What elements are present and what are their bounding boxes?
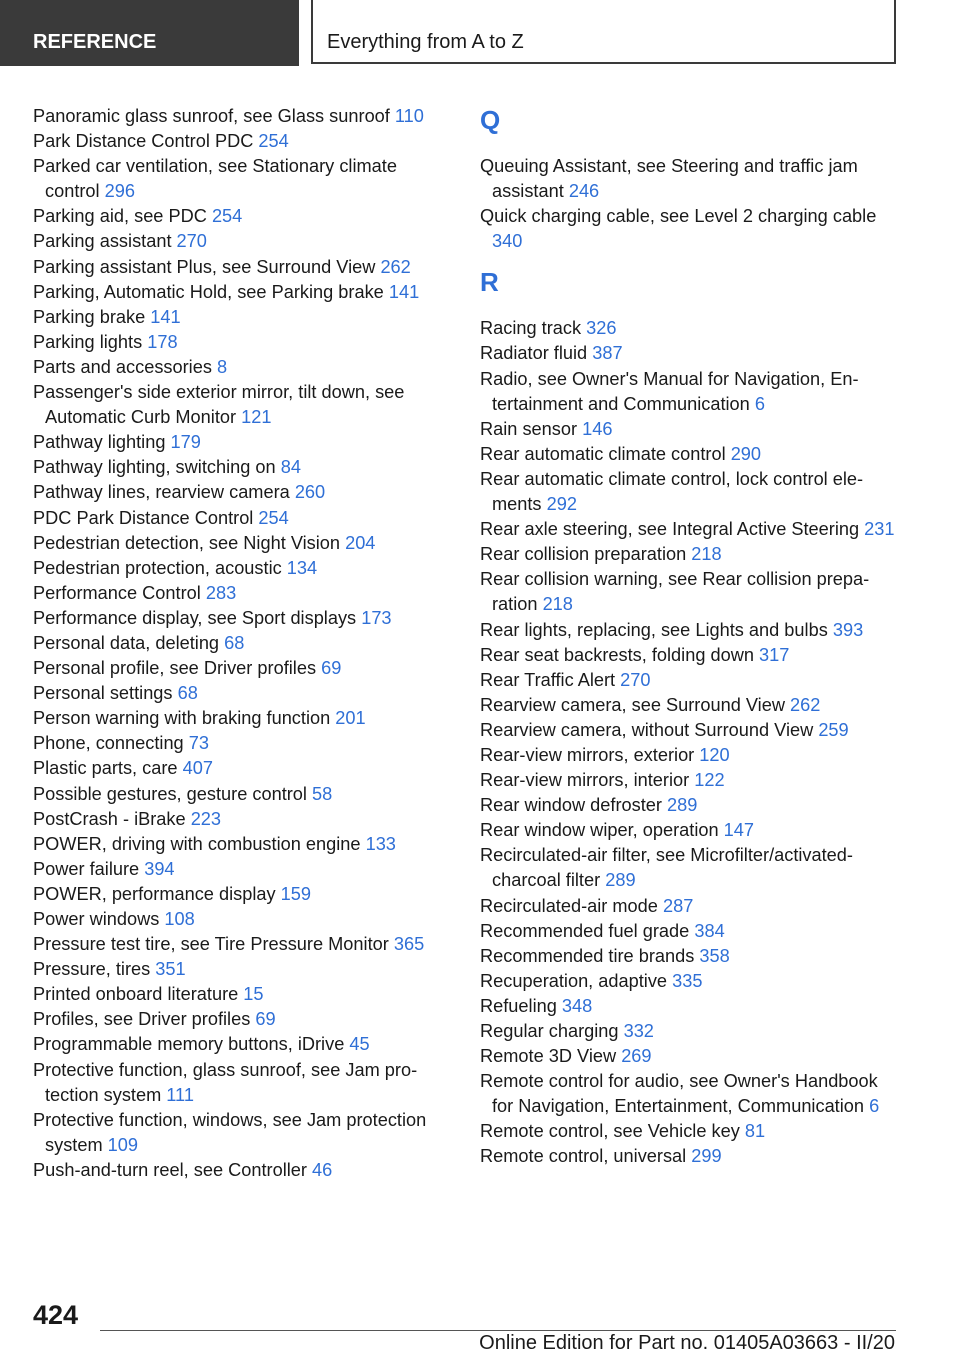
entry-text: Parking assistant (33, 231, 177, 252)
index-entry (33, 782, 448, 807)
page-link[interactable]: 254 (258, 507, 289, 528)
index-entry (33, 129, 448, 154)
entry-text: Remote control, see Vehicle key (480, 1121, 745, 1142)
page-link[interactable]: 223 (190, 808, 222, 829)
entry-text: Rear lights, replacing, see Lights and bulbs (480, 619, 833, 640)
page-link[interactable]: 287 (662, 895, 694, 916)
index-entry (480, 718, 900, 743)
page-header (0, 0, 960, 66)
page-link[interactable]: 326 (586, 318, 617, 339)
entry-text: Rear Traffic Alert (480, 669, 621, 690)
page-link[interactable]: 109 (107, 1134, 139, 1155)
index-entry (480, 843, 900, 893)
entry-text: Programmable memory buttons, iDrive (33, 1034, 350, 1055)
entry-text: Power windows (33, 909, 165, 929)
index-column-left (33, 104, 448, 1183)
index-entry (480, 417, 900, 442)
index-entry (480, 367, 900, 417)
page-link[interactable]: 15 (243, 984, 264, 1005)
index-entry (480, 944, 900, 969)
page-link[interactable]: 332 (623, 1021, 654, 1041)
page-link[interactable]: 173 (361, 607, 392, 628)
letter-heading-q: Q (480, 105, 501, 135)
page-link[interactable]: 134 (286, 557, 318, 578)
page-link[interactable]: 68 (224, 632, 245, 653)
page-link[interactable]: 387 (592, 343, 623, 364)
index-entry (33, 982, 448, 1007)
entry-text: Phone, connecting (33, 733, 189, 754)
entry-text: Rear axle steering, see Integral Active Steering (480, 519, 865, 540)
index-entry (480, 1144, 900, 1169)
page-link[interactable]: 246 (568, 181, 600, 202)
index-entry (33, 857, 448, 882)
entry-text: Recommended tire brands (480, 945, 700, 966)
index-entry (33, 330, 448, 355)
page-link[interactable]: 58 (312, 783, 333, 804)
entry-text: PostCrash - iBrake (33, 808, 191, 829)
entry-text: Protective function, windows, see Jam protection system (33, 1109, 427, 1155)
page-link[interactable]: 84 (280, 457, 301, 478)
page-link[interactable]: 231 (864, 519, 895, 540)
entry-text: Pedestrian detection, see Night Vision (33, 532, 346, 553)
index-entry (480, 668, 900, 693)
index-entry (33, 581, 448, 606)
section-tab: REFERENCE (0, 0, 299, 66)
index-entry (480, 618, 900, 643)
index-entry (480, 542, 900, 567)
entry-text: Printed onboard literature (33, 984, 244, 1005)
page-link[interactable]: 146 (582, 418, 613, 439)
entry-text: Rear-view mirrors, exterior (480, 744, 700, 765)
page-link[interactable]: 179 (170, 432, 201, 453)
index-entry (480, 341, 900, 366)
entry-text: Regular charging (480, 1021, 624, 1041)
page-link[interactable]: 121 (241, 407, 272, 428)
index-entry (33, 706, 448, 731)
entry-text: POWER, performance display (33, 883, 281, 904)
entry-text: Power failure (33, 858, 145, 879)
index-entry (33, 556, 448, 581)
entry-text: Refueling (480, 995, 562, 1016)
page-link[interactable]: 122 (694, 770, 725, 791)
entry-text: Possible gestures, gesture control (33, 783, 313, 804)
index-entry (33, 1158, 448, 1183)
page-link[interactable]: 141 (388, 281, 420, 302)
entry-text: Radiator fluid (480, 343, 593, 364)
index-entry (480, 567, 900, 617)
index-entry (480, 994, 900, 1019)
index-entry (480, 154, 900, 204)
page-link[interactable]: 69 (255, 1009, 276, 1030)
entry-text: Panoramic glass sunroof, see Glass sunroof (33, 106, 395, 126)
page-link[interactable]: 269 (621, 1046, 652, 1067)
entry-text: Parking aid, see PDC (33, 206, 212, 227)
entry-text: Recommended fuel grade (480, 920, 695, 941)
edition-note: Online Edition for Part no. 01405A03663 - II/20 (479, 1332, 895, 1354)
page-link[interactable]: 45 (349, 1034, 370, 1055)
index-entry (480, 1119, 900, 1144)
entry-text: Pressure test tire, see Tire Pressure Monitor (33, 934, 394, 955)
entry-text: Recirculated-air filter, see Microfilter/activated-charcoal filter (480, 845, 853, 891)
entry-text: Rain sensor (480, 418, 583, 439)
index-entry (480, 1044, 900, 1069)
entry-text: Push-and-turn reel, see Controller (33, 1159, 313, 1180)
index-entry (480, 316, 900, 341)
index-entry (480, 442, 900, 467)
index-entry (480, 919, 900, 944)
entry-text: Remote 3D View (480, 1046, 622, 1067)
page-link[interactable]: 111 (166, 1084, 194, 1105)
page-link[interactable]: 178 (147, 331, 178, 352)
index-entry (480, 793, 900, 818)
entry-text: Rear automatic climate control, lock control elements (480, 468, 864, 515)
q-entries (480, 154, 900, 254)
entry-text: Rear collision warning, see Rear collision preparation (480, 569, 870, 615)
entry-text: Personal data, deleting (33, 632, 225, 653)
page-link[interactable]: 73 (188, 733, 209, 754)
index-entry (33, 355, 448, 380)
index-entry (480, 517, 900, 542)
index-entry (33, 280, 448, 305)
page-link[interactable]: 290 (730, 443, 762, 464)
index-column-right (480, 104, 900, 1170)
entry-text: Recirculated-air mode (480, 895, 663, 916)
index-entry (33, 1032, 448, 1057)
entry-text: Rearview camera, without Surround View (480, 719, 819, 740)
page-link[interactable]: 292 (546, 494, 577, 515)
page-link[interactable]: 6 (754, 393, 765, 414)
section-title: Everything from A to Z (311, 0, 896, 64)
page-link[interactable]: 254 (258, 131, 289, 152)
entry-text: POWER, driving with combustion engine (33, 833, 366, 854)
entry-text: Rearview camera, see Surround View (480, 694, 791, 715)
index-entry (33, 104, 448, 129)
index-entry (480, 969, 900, 994)
entry-text: Parking, Automatic Hold, see Parking brake (33, 281, 389, 302)
entry-text: Personal profile, see Driver profiles (33, 658, 322, 679)
page-link[interactable]: 260 (294, 482, 326, 503)
index-entry (33, 455, 448, 480)
index-entry (33, 305, 448, 330)
entry-text: Remote control for audio, see Owner's Handbook for Navigation, Entertainment, Communication (480, 1071, 878, 1117)
page-link[interactable]: 254 (211, 206, 243, 227)
page-link[interactable]: 46 (312, 1159, 333, 1180)
page-link[interactable]: 394 (144, 858, 175, 879)
index-entry (33, 631, 448, 656)
entry-text: Pathway lighting, switching on (33, 457, 281, 478)
letter-heading-r: R (480, 267, 499, 298)
page-link[interactable]: 289 (667, 795, 698, 816)
entry-text: PDC Park Distance Control (33, 507, 259, 528)
entry-text: Protective function, glass sunroof, see Jam protection system (33, 1059, 418, 1105)
page-link[interactable]: 141 (150, 306, 181, 327)
entry-text: Parked car ventilation, see Stationary climate control (33, 156, 397, 202)
page-number: 424 (33, 1300, 79, 1330)
index-entry (33, 606, 448, 631)
page-link[interactable]: 262 (380, 256, 411, 277)
index-entry (33, 907, 448, 932)
index-entry (33, 656, 448, 681)
index-entry (33, 1007, 448, 1032)
index-entry (33, 1058, 448, 1108)
page-link[interactable]: 358 (699, 945, 730, 966)
index-entry (33, 204, 448, 229)
page-link[interactable]: 69 (321, 658, 342, 679)
page-link[interactable]: 317 (759, 644, 790, 665)
page-link[interactable]: 270 (176, 231, 207, 252)
page-link[interactable]: 335 (672, 970, 703, 991)
entry-text: Quick charging cable, see Level 2 charging cable (480, 206, 877, 227)
index-entry (33, 731, 448, 756)
entry-text: Rear automatic climate control (480, 443, 731, 464)
index-entry (33, 255, 448, 280)
page-link[interactable]: 204 (345, 532, 376, 553)
entry-text: Profiles, see Driver profiles (33, 1009, 256, 1030)
entry-text: Parking brake (33, 306, 151, 327)
entry-text: Remote control, universal (480, 1146, 692, 1167)
entry-text: Passenger's side exterior mirror, tilt down, see Automatic Curb Monitor (33, 382, 405, 428)
page-link[interactable]: 201 (335, 708, 366, 729)
index-entry (33, 1108, 448, 1158)
entry-text: Parking lights (33, 331, 148, 352)
page-link[interactable]: 270 (620, 669, 651, 690)
page-link[interactable]: 283 (205, 582, 237, 603)
index-entry (480, 643, 900, 668)
entry-text: Queuing Assistant, see Steering and traffic jam assistant (480, 156, 858, 202)
page-link[interactable]: 218 (542, 594, 573, 615)
index-entry (33, 882, 448, 907)
entry-text: Parts and accessories (33, 356, 217, 377)
index-entry (480, 1019, 900, 1044)
page-link[interactable]: 108 (164, 909, 195, 929)
index-entry (480, 818, 900, 843)
page-link[interactable]: 81 (744, 1121, 766, 1142)
page-link[interactable]: 218 (691, 544, 722, 565)
entry-text: Rear window wiper, operation (480, 820, 724, 841)
entry-text: Pathway lighting (33, 432, 171, 453)
entry-text: Racing track (480, 318, 587, 339)
entry-text: Performance Control (33, 582, 206, 603)
index-entry (480, 693, 900, 718)
page-link[interactable]: 6 (869, 1096, 880, 1117)
index-entry (33, 380, 448, 430)
page-link[interactable]: 120 (699, 744, 730, 765)
page-link[interactable]: 348 (561, 995, 593, 1016)
entry-text: Rear window defroster (480, 795, 668, 816)
index-entry (33, 506, 448, 531)
entry-text: Parking assistant Plus, see Surround View (33, 256, 381, 277)
index-entry (33, 430, 448, 455)
page-link[interactable]: 159 (280, 883, 311, 904)
index-entry (480, 768, 900, 793)
entry-text: Person warning with braking function (33, 708, 336, 729)
index-entry (480, 743, 900, 768)
page-link[interactable]: 147 (723, 820, 754, 841)
index-entry (33, 832, 448, 857)
entry-text: Rear seat backrests, folding down (480, 644, 760, 665)
page-link[interactable]: 296 (104, 181, 136, 202)
page-link[interactable]: 365 (393, 934, 425, 955)
index-entry (480, 204, 900, 254)
entry-text: Rear collision preparation (480, 544, 692, 565)
page-link[interactable]: 393 (832, 619, 864, 640)
index-entry (33, 531, 448, 556)
index-entry (33, 480, 448, 505)
index-entry (33, 807, 448, 832)
entry-text: Radio, see Owner's Manual for Navigation, Entertainment and Communication (480, 368, 859, 414)
page-link[interactable]: 299 (691, 1146, 722, 1167)
index-entry (33, 229, 448, 254)
index-entry (33, 681, 448, 706)
page-link[interactable]: 289 (605, 870, 636, 891)
entry-text: Rear-view mirrors, interior (480, 770, 695, 791)
index-entry (480, 467, 900, 517)
entry-text: Pedestrian protection, acoustic (33, 557, 287, 578)
page-link[interactable]: 262 (790, 694, 821, 715)
page-link[interactable]: 340 (492, 231, 523, 252)
entry-text: Personal settings (33, 683, 178, 704)
index-entry (480, 1069, 900, 1119)
entry-text: Pressure, tires (33, 959, 156, 980)
entry-text: Recuperation, adaptive (480, 970, 673, 991)
entry-text: Park Distance Control PDC (33, 131, 259, 152)
page-link[interactable]: 351 (155, 959, 186, 980)
footer-divider (100, 1330, 896, 1331)
page-link[interactable]: 259 (818, 719, 849, 740)
entry-text: Plastic parts, care (33, 758, 183, 779)
r-entries (480, 316, 900, 1169)
index-entry (33, 154, 448, 204)
page-link[interactable]: 133 (365, 833, 396, 854)
index-entry (33, 932, 448, 957)
page-link[interactable]: 68 (177, 683, 198, 704)
index-entry (33, 756, 448, 781)
page-link[interactable]: 384 (694, 920, 725, 941)
entry-text: Performance display, see Sport displays (33, 607, 362, 628)
page-link[interactable]: 8 (216, 356, 228, 377)
entry-text: Pathway lines, rearview camera (33, 482, 295, 503)
page-link[interactable]: 110 (394, 106, 424, 126)
index-entry (33, 957, 448, 982)
page-link[interactable]: 407 (182, 758, 213, 779)
index-entry (480, 894, 900, 919)
